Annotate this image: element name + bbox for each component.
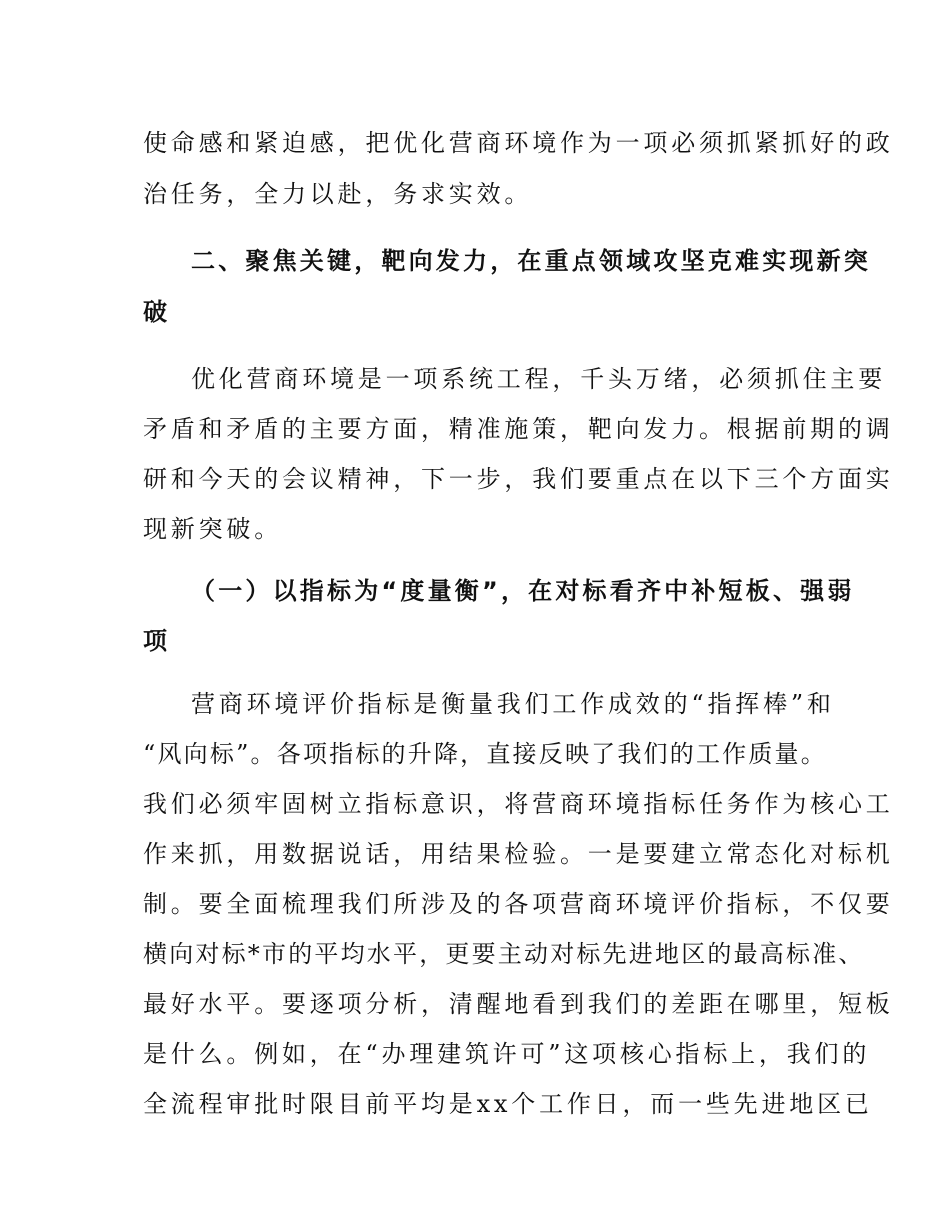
body-text-line: 优化营商环境是一项系统工程，千头万绪，必须抓住主要 <box>191 365 886 393</box>
body-text-line: 最好水平。要逐项分析，清醒地看到我们的差距在哪里，短板 <box>143 990 894 1018</box>
body-text-line: “风向标”。各项指标的升降，直接反映了我们的工作质量。 <box>143 740 827 768</box>
body-text-line: 治任务，全力以赴，务求实效。 <box>143 180 533 208</box>
body-text-line: 营商环境评价指标是衡量我们工作成效的“指挥棒”和 <box>191 690 835 718</box>
body-text-line: 横向对标*市的平均水平，更要主动对标先进地区的最高标准、 <box>143 940 865 968</box>
section-heading-line: 破 <box>143 298 171 326</box>
body-text-line: 现新突破。 <box>143 515 282 543</box>
body-text-line: 制。要全面梳理我们所涉及的各项营商环境评价指标，不仅要 <box>143 890 894 918</box>
subsection-heading-line: （一）以指标为“度量衡”，在对标看齐中补短板、强弱 <box>191 577 855 605</box>
body-text-line: 全流程审批时限目前平均是xx个工作日，而一些先进地区已 <box>143 1090 873 1118</box>
body-text-line: 矛盾和矛盾的主要方面，精准施策，靶向发力。根据前期的调 <box>143 415 894 443</box>
body-text-line: 我们必须牢固树立指标意识，将营商环境指标任务作为核心工 <box>143 790 894 818</box>
body-text-line: 研和今天的会议精神，下一步，我们要重点在以下三个方面实 <box>143 465 894 493</box>
body-text-line: 使命感和紧迫感，把优化营商环境作为一项必须抓紧抓好的政 <box>143 129 894 157</box>
body-text-line: 是什么。例如，在“办理建筑许可”这项核心指标上，我们的 <box>143 1040 871 1068</box>
body-text-line: 作来抓，用数据说话，用结果检验。一是要建立常态化对标机 <box>143 840 894 868</box>
subsection-heading-line: 项 <box>143 627 171 655</box>
section-heading-line: 二、聚焦关键，靶向发力，在重点领域攻坚克难实现新突 <box>191 247 871 275</box>
